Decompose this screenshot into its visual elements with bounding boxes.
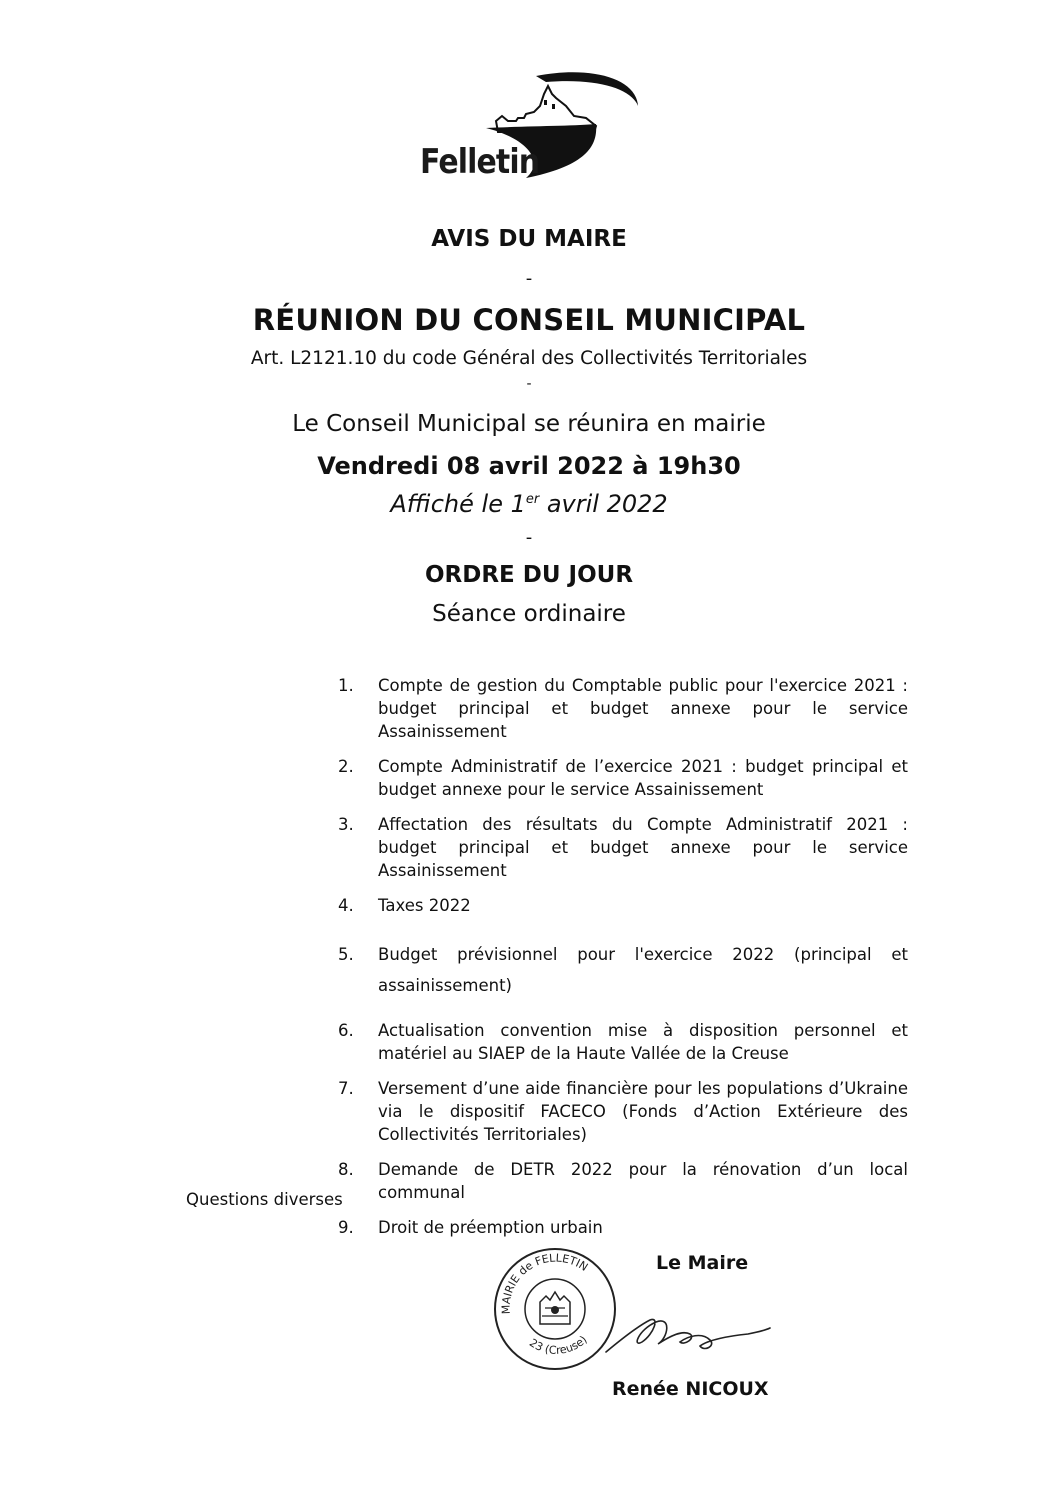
svg-text:23 (Creuse) [527,1333,590,1357]
agenda-list [338,674,908,1239]
meeting-title: RÉUNION DU CONSEIL MUNICIPAL [252,303,806,337]
handwritten-signature [598,1290,778,1370]
notice-title: AVIS DU MAIRE [431,226,627,252]
item-text: Versement d’une aide financière pour les populations d’Ukraine via le dispositif FACECO (Fonds d’Action Extérieure des Collectivités Territoriales) [378,1079,908,1144]
legal-reference: Art. L2121.10 du code Général des Collectivités Territoriales [250,348,808,369]
list-item [338,813,908,882]
item-number: 6. [338,1021,354,1040]
item-number: 1. [338,676,354,695]
item-text: Compte Administratif de l’exercice 2021 : budget principal et budget annexe pour le service Assainissement [378,757,908,799]
meeting-date: Vendredi 08 avril 2022 à 19h30 [317,452,741,480]
item-text: Budget prévisionnel pour l'exercice 2022 (principal et assainissement) [378,945,908,995]
felletin-logo [416,66,646,186]
item-number: 2. [338,757,354,776]
item-text: Demande de DETR 2022 pour la rénovation d’un local communal [378,1160,908,1202]
posted-sup: er [525,492,540,507]
item-number: 3. [338,815,354,834]
item-text: Droit de préemption urbain [378,1218,603,1237]
item-number: 8. [338,1160,354,1179]
list-item [338,1216,908,1239]
signature-graphic [598,1290,778,1370]
item-number: 4. [338,896,354,915]
session-type: Séance ordinaire [432,601,626,627]
list-item [338,894,908,917]
separator: - [525,527,533,548]
misc-questions: Questions diverses [186,1190,343,1209]
item-number: 9. [338,1218,354,1237]
meeting-intro: Le Conseil Municipal se réunira en mairie [292,411,766,437]
svg-text:MAIRIE de FELLETIN [499,1251,590,1314]
list-item [338,755,908,801]
posted-suffix: avril 2022 [539,490,668,518]
item-text: Actualisation convention mise à disposition personnel et matériel au SIAEP de la Haute Vallée de la Creuse [378,1021,908,1063]
list-item [338,1077,908,1146]
list-item [338,939,908,1001]
separator: - [526,376,532,392]
posted-date [0,490,1058,518]
item-number: 7. [338,1079,354,1098]
item-text: Affectation des résultats du Compte Administratif 2021 : budget principal et budget annexe pour le service Assainissement [378,815,908,880]
list-item [338,1158,908,1204]
logo-wordmark: Felletin [420,142,540,182]
signatory-name: Renée NICOUX [612,1378,769,1400]
signatory-role: Le Maire [656,1252,749,1274]
stamp-top-text: MAIRIE de FELLETIN [499,1251,591,1315]
posted-prefix: Affiché le 1 [390,490,526,518]
agenda-title: ORDRE DU JOUR [424,562,634,588]
item-text: Taxes 2022 [378,896,471,915]
item-text: Compte de gestion du Comptable public pour l'exercice 2021 : budget principal et budget annexe pour le service Assainissement [378,676,908,741]
stamp-bottom-text: 23 (Creuse) [526,1333,590,1357]
list-item [338,1019,908,1065]
list-item [338,674,908,743]
separator: - [525,268,533,289]
item-number: 5. [338,945,354,964]
